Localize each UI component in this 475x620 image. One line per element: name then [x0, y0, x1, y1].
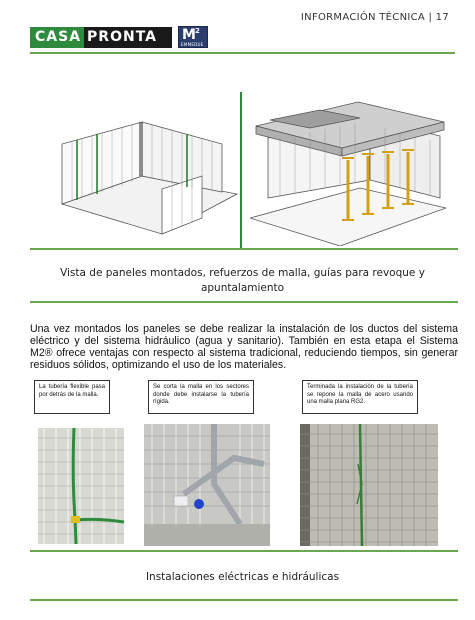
caption-rule: [30, 301, 458, 303]
figure-caption-panels: Vista de paneles montados, refuerzos de malla, guías para revoque y apuntalamiento: [60, 267, 425, 294]
panel-assembly-illustration: [52, 114, 242, 242]
logo-pronta-text: PRONTA: [84, 27, 172, 48]
document-title: INFORMACIÓN TÉCNICA | 17: [300, 12, 449, 23]
header-rule: [30, 52, 455, 54]
photo-flexible-pipe: [38, 428, 124, 544]
figure-top-rule: [30, 248, 458, 250]
casa-pronta-logo: [30, 27, 172, 48]
body-paragraph: Una vez montados los paneles se debe realizar la instalación de los ductos del sistema eléctrico y del sistema hidráulico (agua y sanitario). También en esta etapa el Sistema M2® ofrece ventajas con respecto al sistema tradicional, reduciendo tiempos, sin generar residuos sólidos, optimizando el uso de los materiales.: [30, 323, 458, 371]
photo-mesh-replaced: [300, 424, 438, 546]
logo-casa-text: CASA: [30, 27, 84, 48]
note-replace-mesh: Terminada la instalación de la tubería se repone la malla de acero usando una malla plana RG2.: [302, 380, 418, 414]
figure-panels: [30, 86, 462, 252]
photo-rigid-pipe: [144, 424, 270, 546]
note-flexible-pipe: La tubería flexible pasa por detrás de la malla.: [34, 380, 110, 414]
shoring-illustration: [250, 98, 446, 246]
m2-logo: [178, 26, 208, 48]
figure-divider: [240, 92, 242, 248]
photos-rule: [30, 550, 458, 552]
m2-logo-sup: 2: [195, 27, 200, 35]
bottom-rule: [30, 599, 458, 601]
figure-caption-installations: Instalaciones eléctricas e hidráulicas: [145, 571, 340, 583]
m2-logo-main: M: [182, 27, 196, 43]
m2-logo-sub: EMMEDUE: [181, 42, 204, 47]
page-header: [0, 0, 475, 56]
note-cut-mesh: Se corta la malla en los sectores donde debe instalarse la tubería rígida.: [148, 380, 254, 414]
